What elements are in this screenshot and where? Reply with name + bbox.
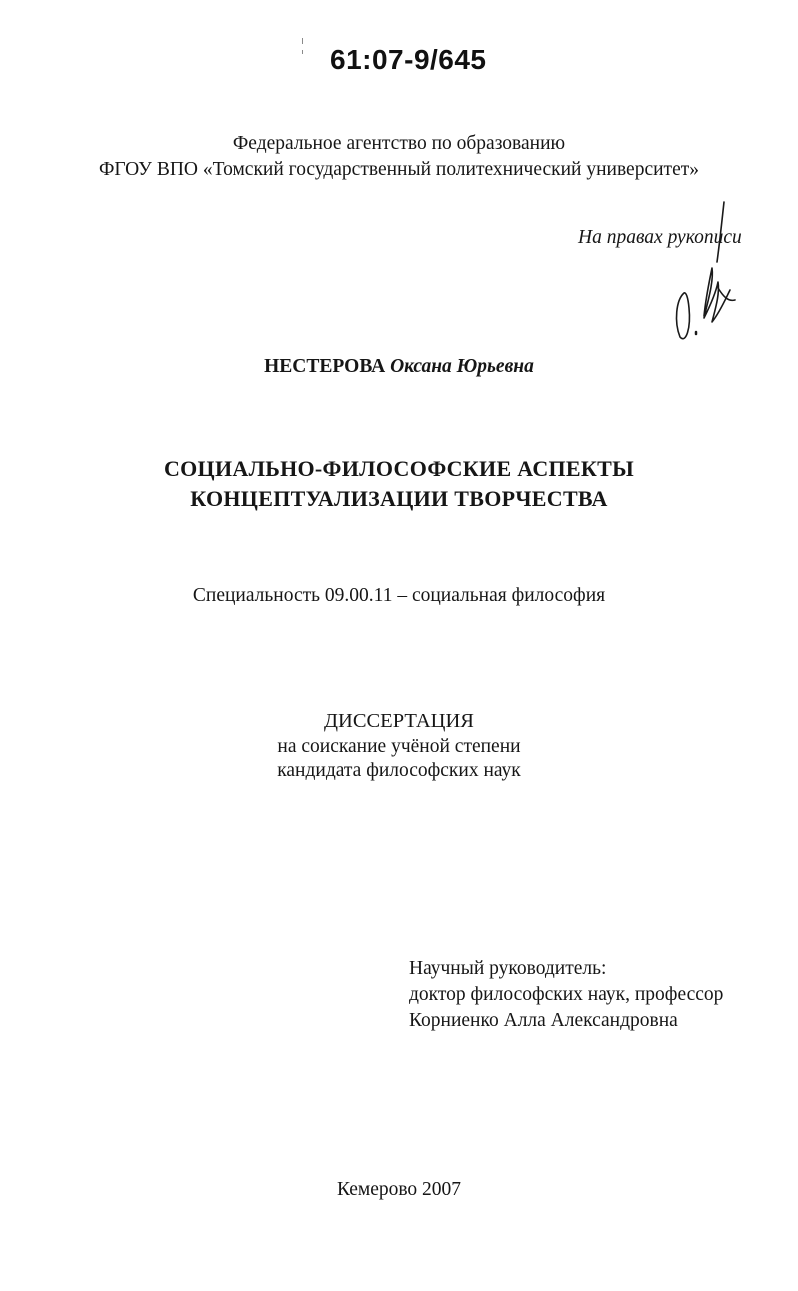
- supervisor-block: [409, 956, 723, 1034]
- agency-name: Федеральное агентство по образованию: [232, 133, 566, 154]
- degree-line-1: на соискание учёной степени: [277, 736, 521, 757]
- manuscript-note: На правах рукописи: [578, 227, 742, 248]
- author-given-names: Оксана Юрьевна: [390, 356, 534, 377]
- dissertation-title-line-2: КОНЦЕПТУАЛИЗАЦИИ ТВОРЧЕСТВА: [190, 486, 608, 511]
- dissertation-heading: ДИССЕРТАЦИЯ: [324, 710, 474, 732]
- author-surname: НЕСТЕРОВА: [264, 356, 386, 377]
- dissertation-title-line-1: СОЦИАЛЬНО-ФИЛОСОФСКИЕ АСПЕКТЫ: [163, 456, 635, 481]
- supervisor-degree: доктор философских наук, профессор: [409, 984, 724, 1005]
- catalog-number: 61:07-9/645: [330, 44, 487, 75]
- author-name: [0, 356, 798, 378]
- supervisor-name: Корниенко Алла Александровна: [409, 1010, 678, 1031]
- supervisor-label: Научный руководитель:: [409, 958, 607, 979]
- university-name: ФГОУ ВПО «Томский государственный политехнический университет»: [98, 159, 699, 180]
- scan-artifact: [302, 50, 303, 54]
- handwritten-signature: [660, 200, 750, 350]
- specialty: Специальность 09.00.11 – социальная философия: [192, 585, 606, 606]
- place-and-year: Кемерово 2007: [336, 1179, 462, 1200]
- scan-artifact: [302, 38, 303, 44]
- degree-line-2: кандидата философских наук: [277, 760, 521, 781]
